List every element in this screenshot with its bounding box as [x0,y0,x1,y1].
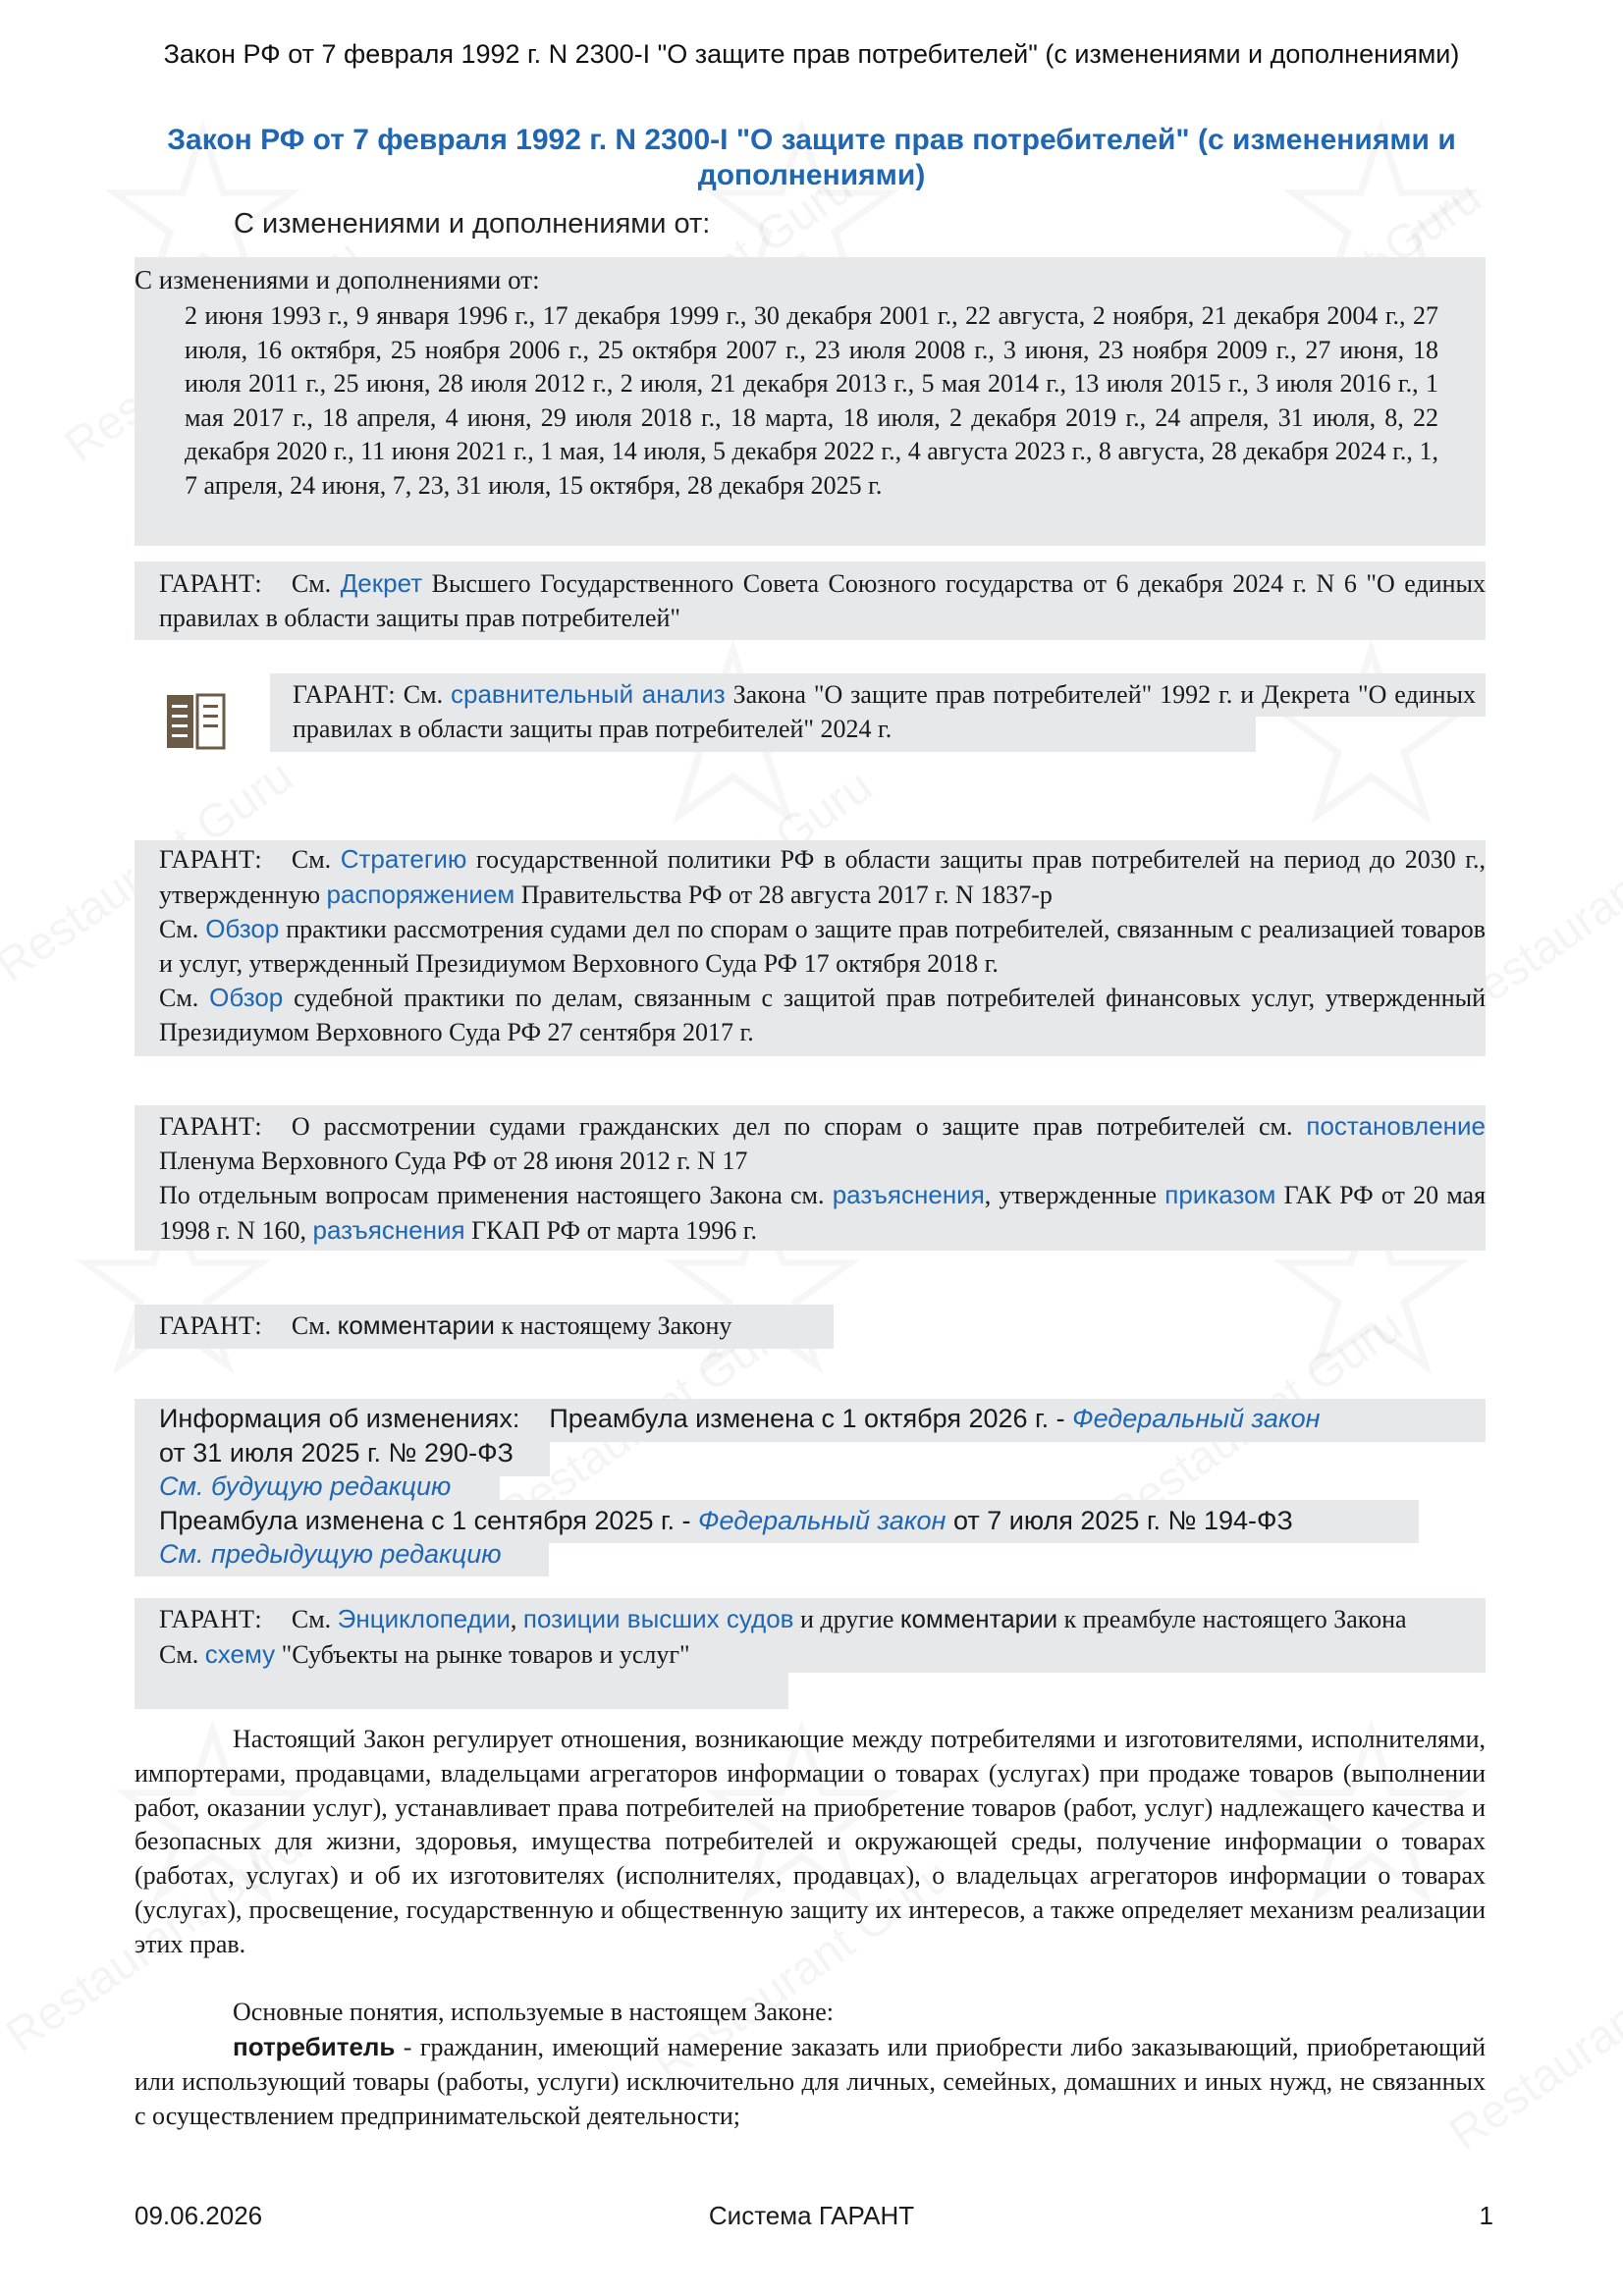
resolution-text: Пленума Верховного Суда РФ от 28 июня 2012 г. N 17 [159,1146,748,1175]
consumer-definition [135,2030,1486,2133]
garant-note-strategy [159,842,1486,1049]
changes-info-text: Преамбула изменена с 1 октября 2026 г. - [549,1404,1065,1433]
order-link[interactable]: распоряжением [326,879,515,909]
book-icon[interactable] [163,689,228,754]
comments-link[interactable]: комментарии [899,1604,1058,1633]
analysis-link[interactable]: сравнительный анализ [451,679,726,709]
changes-intro: С изменениями и дополнениями от: [234,208,711,240]
review-line [159,912,1486,981]
strategy-line [159,842,1486,912]
garant-label: ГАРАНТ: [159,845,262,874]
garant-label: ГАРАНТ: [159,1605,262,1633]
gkap-text: ГКАП РФ от марта 1996 г. [471,1215,758,1245]
comments-link[interactable]: комментарии [337,1310,495,1340]
scheme-line [159,1637,1486,1673]
federal-law-link[interactable]: Федеральный закон [698,1505,947,1535]
preamble-paragraph: Настоящий Закон регулирует отношения, возникающие между потребителями и изготовителями, исполнителями, импортерами, продавцами, владельцами агрегаторов информации о товарах (услугах) при продаже товаров (выполнении работ, оказании услуг), устанавливает права потребителей на приобретение товаров (работ, услуг) надлежащего качества и безопасных для жизни, здоровья, имущества потребителей и окружающей среды, получение информации о товарах (работах, услугах) и об их изготовителях (исполнителях, продавцах), о владельцах агрегаторов информации о товарах (услугах), просвещение, государственную и общественную защиту их интересов, а также определяет механизм реализации этих прав. [135,1725,1486,1958]
changes-info-label: Информация об изменениях: [159,1404,520,1433]
footer-system: Система ГАРАНТ [708,2201,915,2230]
clarification-line [159,1178,1486,1248]
see-text: См. [159,915,199,943]
garant-label: ГАРАНТ: [159,569,262,598]
garant-note-comments [159,1308,846,1344]
garant-label: ГАРАНТ: [293,680,396,709]
strategy-text: государственной политики РФ в области защиты прав потребителей на период до 2030 г., утвержденную [159,845,1486,909]
garant-note-encyclopedia [159,1602,1486,1672]
order-text: Правительства РФ от 28 августа 2017 г. N 1837-р [520,880,1053,909]
court-line [159,1109,1486,1178]
changes-info-line [159,1504,1486,1538]
footer-date: 09.06.2026 [135,2201,263,2230]
changes-heading: С изменениями и дополнениями от: [135,265,540,294]
federal-law-link[interactable]: Федеральный закон [1072,1404,1321,1433]
future-edition-link[interactable]: См. будущую редакцию [159,1471,452,1501]
changes-list: 2 июня 1993 г., 9 января 1996 г., 17 декабря 1999 г., 30 декабря 2001 г., 22 августа, 2 ноября, 21 декабря 2004 г., 27 июля, 16 октября, 25 ноября 2006 г., 25 октября 2007 г., 23 июля 2008 г., 3 июня, 23 ноября 2009 г., 27 июня, 18 июля 2011 г., 25 июня, 28 июля 2012 г., 2 июля, 21 декабря 2013 г., 5 мая 2014 г., 13 июля 2015 г., 3 июля 2016 г., 1 мая 2017 г., 18 апреля, 4 июня, 29 июля 2018 г., 18 марта, 18 июля, 2 декабря 2019 г., 24 апреля, 31 июля, 8, 22 декабря 2020 г., 11 июня 2021 г., 1 мая, 14 июля, 5 декабря 2022 г., 4 августа 2023 г., 8 августа, 28 декабря 2024 г., 1, 7 апреля, 24 июня, 7, 23, 31 июля, 15 октября, 28 декабря 2025 г. [185,301,1438,500]
see-text: См. [403,680,444,709]
changes-info-line [159,1402,1486,1436]
other-text: и другие [799,1605,894,1633]
document-title[interactable]: Закон РФ от 7 февраля 1992 г. N 2300-I "О защите прав потребителей" (с изменениями и дополнениями) [167,124,1456,191]
see-text: См. [291,1605,332,1633]
court-text: О рассмотрении судами гражданских дел по спорам о защите прав потребителей см. [291,1112,1293,1141]
review-text: судебной практики по делам, связанным с защитой прав потребителей финансовых услуг, утвержденный Президиумом Верховного Суда РФ 27 сентября 2017 г. [159,984,1486,1046]
consumer-definition-text: - гражданин, имеющий намерение заказать или приобрести либо заказывающий, приобретающий или использующий товары (работы, услуги) исключительно для личных, семейных, домашних и иных нужд, не связанных с осуществлением предпринимательской деятельности; [135,2033,1487,2130]
comments-text: к настоящему Закону [501,1311,732,1340]
previous-edition-link[interactable]: См. предыдущую редакцию [159,1539,502,1569]
garant-label: ГАРАНТ: [159,1112,262,1141]
see-text: См. [291,569,332,598]
review-link[interactable]: Обзор [209,983,284,1012]
see-text: См. [159,984,199,1012]
courts-positions-link[interactable]: позиции высших судов [522,1604,794,1633]
see-text: См. [291,845,332,874]
scheme-text: "Субъекты на рынке товаров и услуг" [281,1639,690,1669]
concepts-paragraph: Основные понятия, используемые в настоящем Законе: [233,1998,835,2026]
clarification-link[interactable]: разъяснения [312,1214,465,1245]
footer-page-number: 1 [1479,2201,1493,2230]
preamble-text: к преамбуле настоящего Закона [1063,1605,1407,1633]
changes-info-text: Преамбула изменена с 1 сентября 2025 г. - [159,1505,691,1535]
review-link[interactable]: Обзор [205,914,280,943]
comma-text: , [510,1605,517,1633]
encyclopedia-link[interactable]: Энциклопедии [337,1604,511,1633]
page-header: Закон РФ от 7 февраля 1992 г. N 2300-I "О защите прав потребителей" (с изменениями и дополнениями) [163,39,1460,69]
gak-text: ГАК РФ от 20 мая 1998 г. N 160, [159,1181,1487,1245]
review-line [159,981,1486,1049]
order-link[interactable]: приказом [1164,1180,1276,1209]
garant-note-court [159,1109,1486,1248]
strategy-link[interactable]: Стратегию [340,844,467,874]
scheme-link[interactable]: схему [204,1638,276,1669]
term-consumer: потребитель [233,2032,396,2061]
garant-note-decree [159,566,1486,635]
decree-text: Высшего Государственного Совета Союзного государства от 6 декабря 2024 г. N 6 "О единых правилах в области защиты прав потребителей" [159,569,1487,632]
see-text: См. [159,1639,199,1669]
see-text: См. [291,1311,332,1340]
garant-note-analysis [293,677,1476,746]
analysis-text: Закона "О защите прав потребителей" 1992 г. и Декрета "О единых правилах в области защиты прав потребителей" 2024 г. [293,680,1477,743]
decree-link[interactable]: Декрет [340,568,423,598]
encyclopedia-line [159,1602,1486,1637]
clarification-text: По отдельным вопросам применения настоящего Закона см. [159,1181,825,1209]
changes-info-date: от 7 июля 2025 г. № 194-ФЗ [952,1505,1293,1535]
review-text: практики рассмотрения судами дел по спорам о защите прав потребителей, связанным с реализацией товаров и услуг, утвержденный Президиумом Верховного Суда РФ 17 октября 2018 г. [159,915,1487,978]
changes-info-date: от 31 июля 2025 г. № 290-ФЗ [159,1437,514,1468]
garant-label: ГАРАНТ: [159,1311,262,1340]
resolution-link[interactable]: постановление [1306,1111,1487,1141]
approved-text: , утвержденные [984,1181,1158,1209]
clarification-link[interactable]: разъяснения [832,1180,985,1209]
garant-box [135,1666,788,1709]
changes-info [159,1402,1486,1572]
